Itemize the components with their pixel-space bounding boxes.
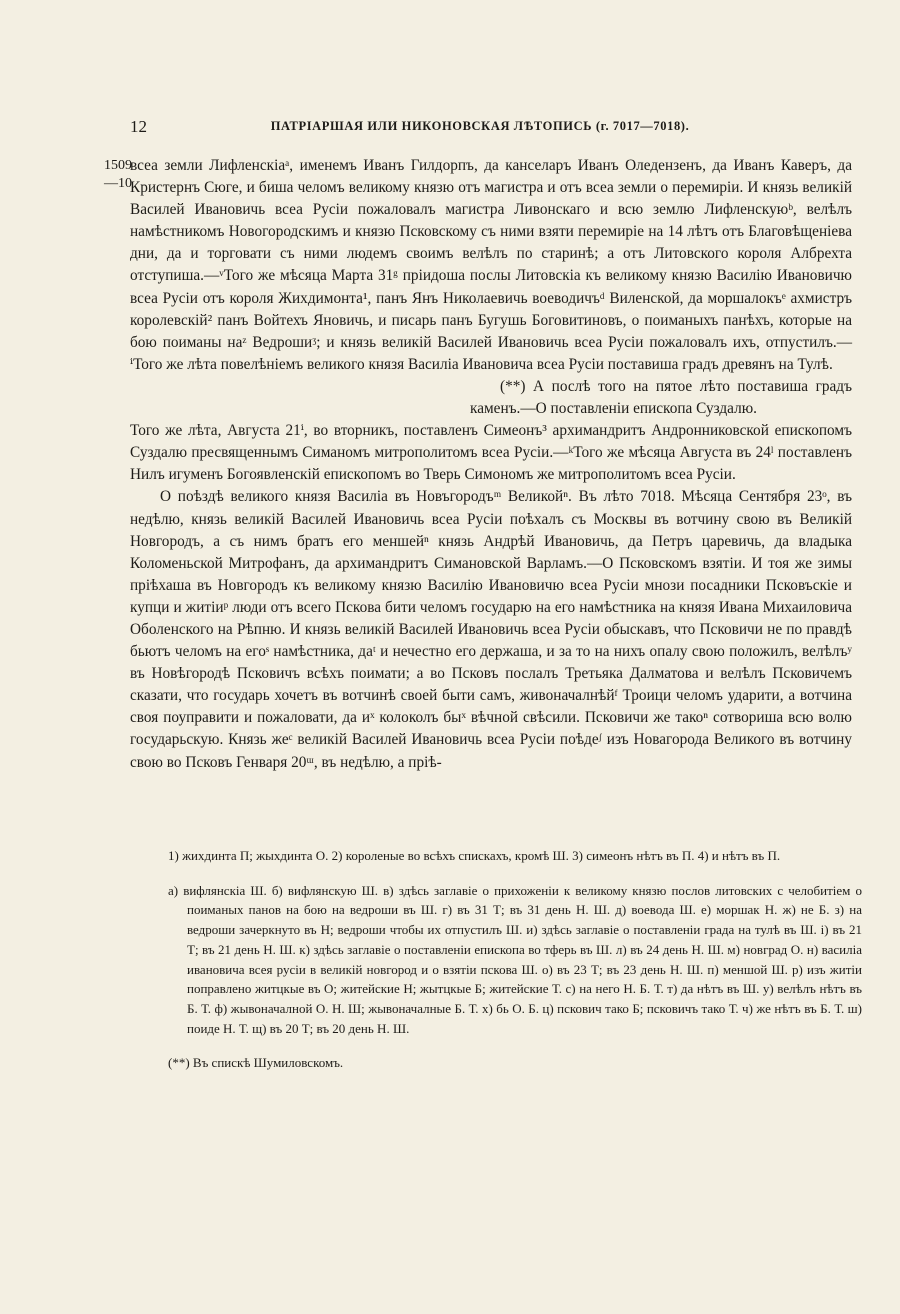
page-title: ПАТРІАРШАЯ ИЛИ НИКОНОВСКАЯ ЛѢТОПИСЬ (г. 7017—7018). bbox=[270, 119, 690, 133]
footnotes bbox=[168, 846, 862, 1088]
page-number: 12 bbox=[130, 117, 147, 136]
margin-year-note: 1509 —10 bbox=[104, 158, 132, 191]
paragraph: Того же лѣта, Августа 21ⁱ, во вторникъ, поставленъ Симеонъ³ архимандритъ Андронниковской епископомъ Суздалю пресвященнымъ Симаномъ митрополитомъ всеа Русіи.—ᵏТого же мѣсяца Августа въ 24ˡ поставленъ Нилъ игуменъ Богоявленскій епископомъ во Тверь Симономъ же митрополитомъ всеа Русіи. bbox=[130, 422, 852, 484]
paragraph: О поѣздѣ великого князя Василіа въ Новъгородъᵐ Великойⁿ. Въ лѣто 7018. Мѣсяца Сентября 23ᵒ, въ недѣлю, князь великій Василей Ивановичь всеа Русіи поѣхалъ съ Москвы въ вотчину свою въ Великій Новгородъ, а съ нимъ братъ его меншейⁿ князь Андрѣй Ивановичь, да Петръ царевичь, да владыка Коломеньской Митрофанъ, да архимандритъ Симановской Варламъ.—О Псковскомъ взятіи. И тоя же зимы пріѣхаша въ Новгородъ къ великому князю Василію Ивановичю всеа Русіи мнози посадники Псковъскіе и купци и житіиᵖ люди отъ всего Пскова бити челомъ государю на его намѣстника на князя Ивана Михаиловича Оболенского на Рѣпню. И князь великій Василей Ивановичь всеа Русіи обыскавъ, что Псковичи не по правдѣ бьютъ челомъ на егоˢ намѣстника, даᵗ и нечестно его держаша, и за то на нихъ опалу свою положилъ, велѣлъʸ въ Новѣгородѣ Псковичъ всѣхъ поимати; а во Псковъ послалъ Третьяка Далматова и велѣлъ Псковичемъ сказати, что государь хочетъ въ вотчинѣ своей быти самъ, живоначалнѣйᶠ Троици челомъ ударити, а вотчина своя поуправити и пожаловати, да иˣ колоколъ быˣ вѣчной свѣсили. Псковичи же такоⁿ сотвориша всю волю государьскую. Князь жеᶜ великій Василей Ивановичь всеа Русіи поѣдеᶴ изъ Новагорода Великого въ вотчину свою во Псковъ Генваря 20ᵚ, въ недѣлю, а пріѣ- bbox=[130, 488, 852, 771]
footnote-lettered: а) вифлянскіа Ш. б) вифлянскую Ш. в) здѣсь заглавіе о прихоженіи к великому князю послов литовских с челобитіем о пoиманых панов на бою на ведроши въ Ш. г) въ 31 Т; въ 31 день Н. Ш. д) воевода Ш. е) моршак Н. ж) не Б. з) на ведроши зачеркнуто въ Н; ведроши чтобы их отпустилъ Ш. и) здѣсь заглавіе о поставленіи града на тулѣ въ Ш. і) въ 21 Т; въ 21 день Н. Ш. к) здѣсь заглавіе о поставленіи епископа во тферь въ Ш. л) въ 24 день Н. Ш. м) новград О. н) василіа ивановича всея русіи в великій новгород и о взятіи пскова Ш. о) въ 23 Т; въ 23 день Н. Ш. п) меншой Ш. р) изъ житіи поправлено житцкые въ О; житейские Н; жытцкые Б; житейские Т. с) на него Н. Б. Т. т) да нѣтъ въ Ш. у) велѣлъ нѣтъ въ Б. Т. ф) жывоначалной О. Н. Ш; жывоначалные Б. Т. х) бь О. Б. ц) пскович тако Б; псковичъ тако Т. ч) же нѣтъ въ Б. Т. ш) поиде Н. Т. щ) въ 20 Т; въ 20 день Н. Ш. bbox=[168, 882, 862, 1036]
footnote-numbered: 1) жихдинта П; жыхдинта О. 2) короленые во всѣхъ спискахъ, кромѣ Ш. 3) симеонъ нѣтъ въ П. 4) и нѣтъ въ П. bbox=[168, 848, 781, 863]
main-text bbox=[130, 155, 852, 774]
running-header bbox=[130, 117, 830, 139]
side-paragraph: (**) А послѣ того на пятое лѣто поставиша градъ каменъ.—О поставленіи епископа Суздалю. bbox=[470, 377, 852, 418]
paragraph: всеа земли Лифленскіаᵃ, именемъ Иванъ Гилдорпъ, да канселаръ Иванъ Оледензенъ, да Иванъ Каверъ, да Кристернъ Сюге, и биша челомъ великому князю отъ магистра и отъ всеа земли о перемиріи. И князь великій Василей Ивановичь всеа Русіи пожаловалъ магистра Ливонскаго и всю землю Лифленскуюᵇ, велѣлъ намѣстникомъ Новогородскимъ и князю Псковскому съ ними взяти перемиріе на 14 лѣтъ отъ Благовѣщеніева дни, да и торговати съ ними людемъ своимъ велѣлъ по старинѣ; а отъ Литовского короля Албрехта отступиша.—ᵛТого же мѣсяца Марта 31ᵍ пріидоша послы Литовскіа къ великому князю Василію Ивановичю всеа Русіи отъ короля Жихдимонта¹, панъ Янъ Николаевичь воеводичъᵈ Виленской, да моршалокъᵉ ахмистръ королевскій² панъ Войтехъ Яновичь, и писарь панъ Бугушь Боговитиновъ, о поиманыхъ панѣхъ, которые на бою поиманы наᶻ Ведрошиᶾ; и князь великій Василей Ивановичь всеа Русіи пожаловалъ ихъ, отпустилъ.—ⁱТого же лѣта повелѣніемъ великого князя Василіа Ивановича всеа Русіи поставиша градъ древянъ на Тулѣ. bbox=[130, 157, 852, 373]
footnote-asterisk: (**) Въ спискѣ Шумиловскомъ. bbox=[168, 1055, 344, 1071]
